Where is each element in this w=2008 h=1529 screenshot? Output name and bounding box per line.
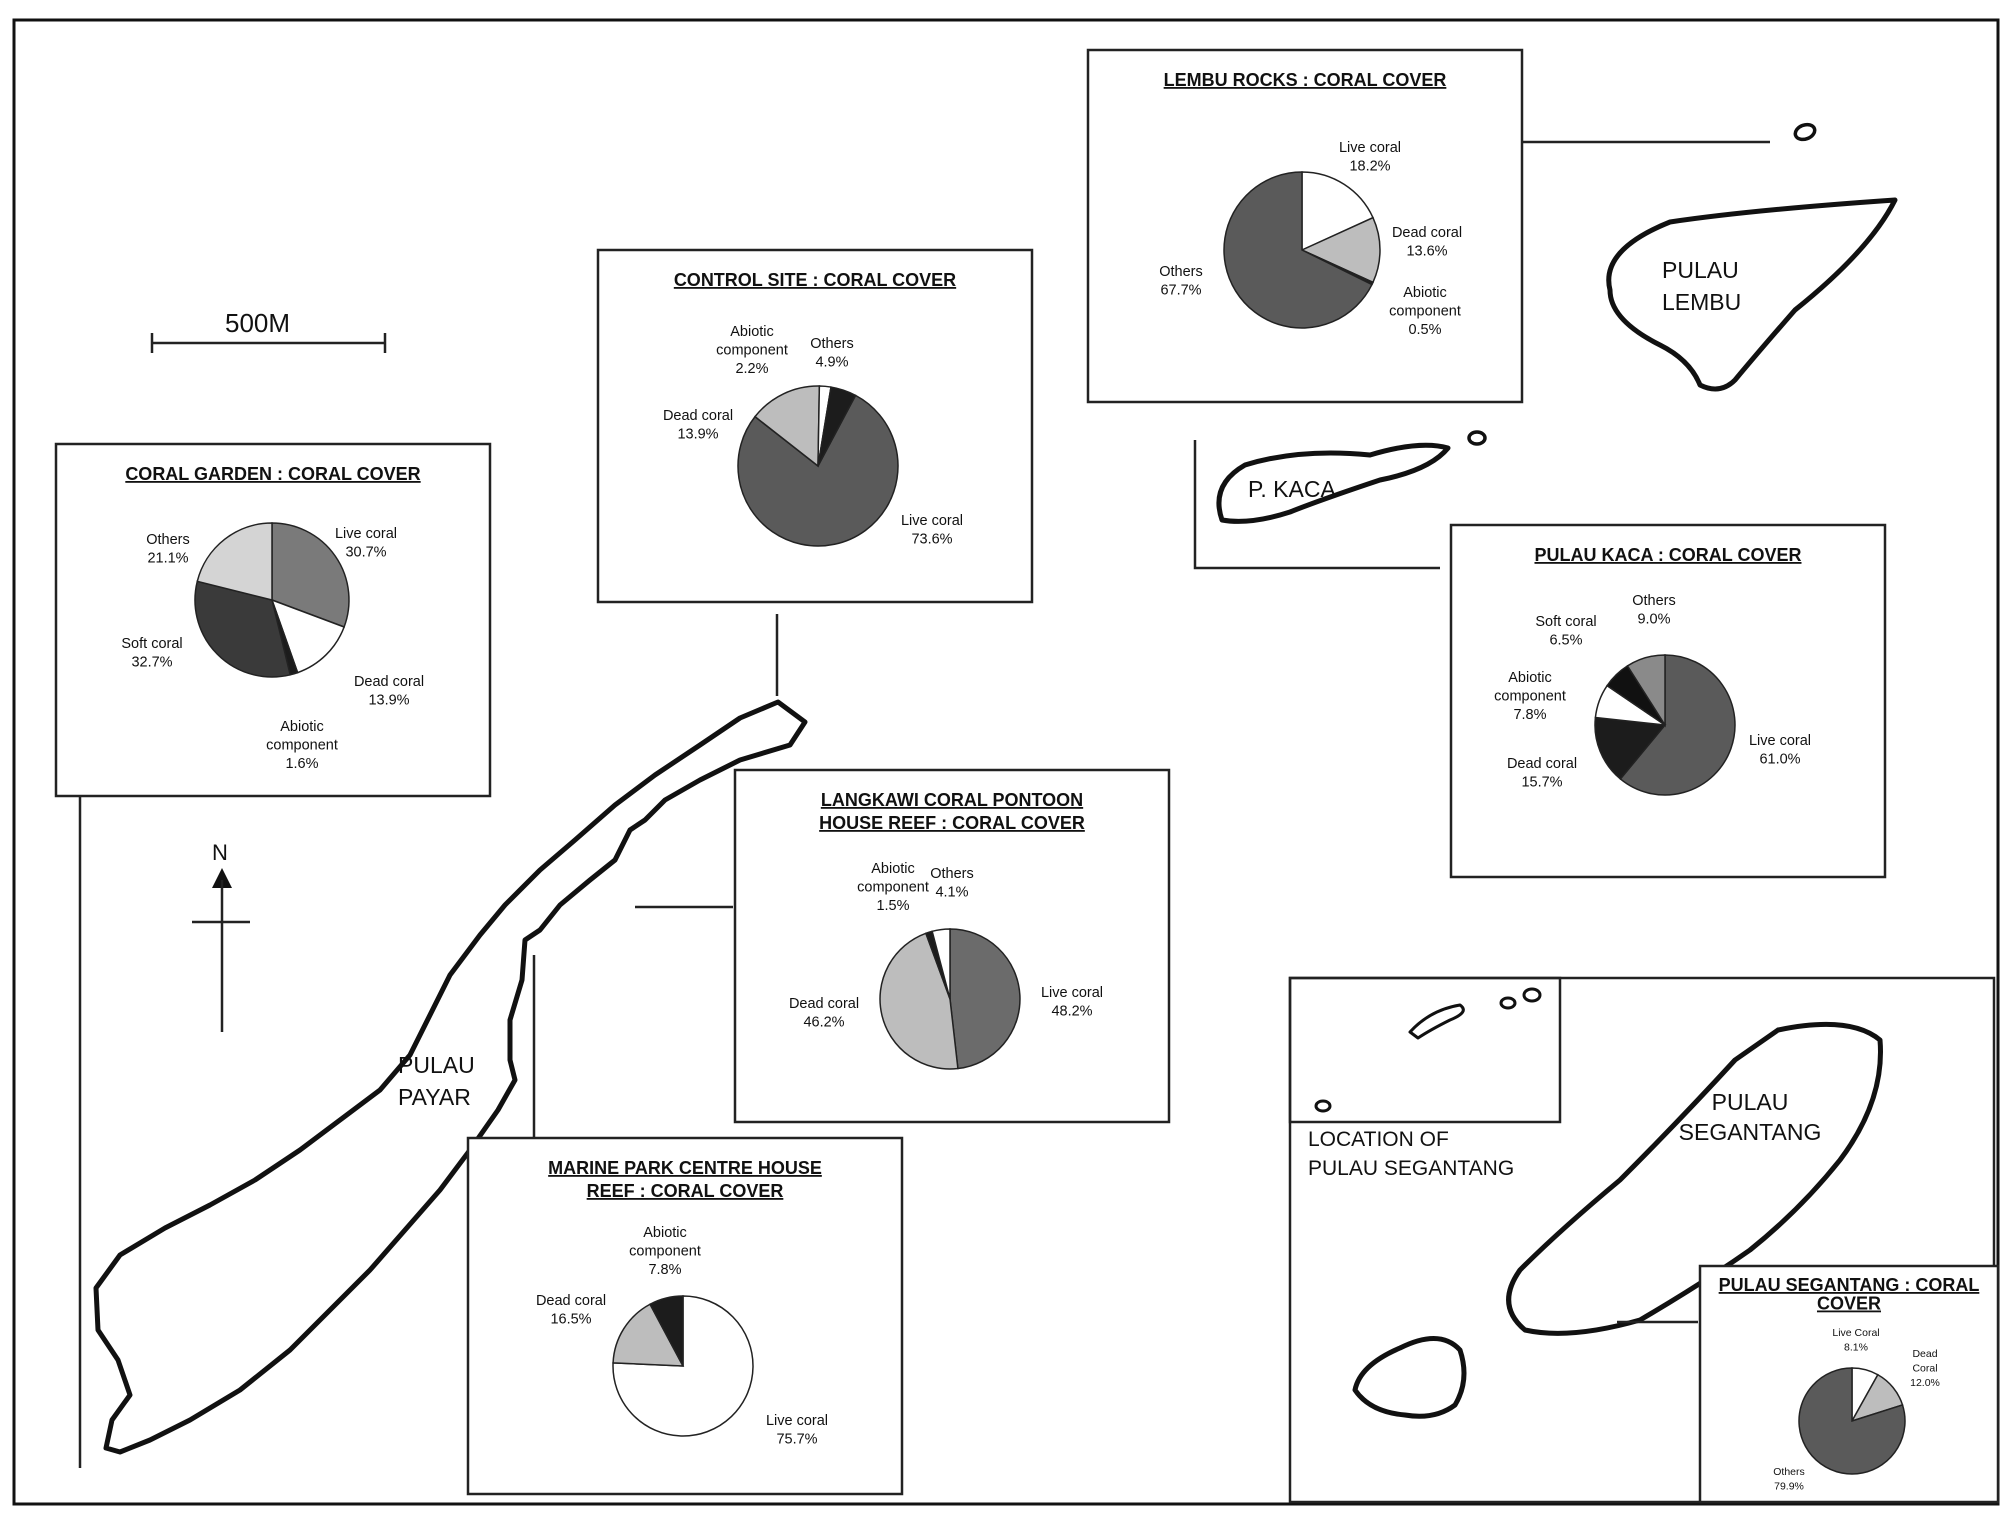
- chart-title: CORAL GARDEN : CORAL COVER: [125, 464, 421, 484]
- pie-label-line: component: [857, 879, 929, 896]
- pie-label-line: 4.1%: [935, 884, 969, 901]
- pie-label-line: 48.2%: [1051, 1003, 1093, 1020]
- pie-label-line: 13.9%: [368, 692, 410, 709]
- pie-label-line: Others: [1159, 264, 1203, 280]
- chart-panel-marine-park: [468, 1138, 902, 1494]
- inset-islet-2: [1524, 989, 1540, 1001]
- pie-label-line: 0.5%: [1408, 322, 1442, 338]
- chart-title: PULAU SEGANTANG : CORAL: [1718, 1275, 1980, 1295]
- pie-label-line: component: [629, 1243, 701, 1260]
- pie-label-line: 7.8%: [648, 1262, 682, 1278]
- pie-label-line: Dead coral: [788, 996, 860, 1012]
- chart-panel-langkawi-pontoon: [735, 770, 1169, 1122]
- pie-label-line: 15.7%: [1521, 774, 1563, 791]
- chart-title: CONTROL SITE : CORAL COVER: [673, 270, 957, 290]
- pie-label-line: 1.6%: [285, 756, 319, 772]
- pie-label-line: 18.2%: [1349, 158, 1391, 175]
- island-pulau-lembu: [1609, 200, 1895, 389]
- chart-panel-pulau-segantang: [1700, 1266, 1998, 1502]
- pie-label-line: 7.8%: [1513, 707, 1547, 723]
- pie-label-line: Others: [1773, 1466, 1805, 1478]
- islet-lembu: [1793, 122, 1817, 142]
- pie-label-line: Others: [146, 532, 190, 548]
- place-pulau-segantang: PULAU SEGANTANG: [1678, 1089, 1822, 1145]
- pie-label-line: component: [1494, 688, 1566, 705]
- chart-title: PULAU KACA : CORAL COVER: [1534, 545, 1802, 565]
- place-pulau-lembu: PULAU LEMBU: [1662, 257, 1742, 315]
- pie-label-line: Dead coral: [1391, 225, 1463, 241]
- north-arrow: [192, 840, 250, 1032]
- pie-label-line: Dead: [1912, 1348, 1938, 1360]
- pie-label-line: Live Coral: [1832, 1327, 1880, 1339]
- pie-label-line: Live coral: [765, 1413, 829, 1429]
- pie-label-line: Soft coral: [121, 636, 183, 652]
- pie-label-line: 73.6%: [911, 531, 953, 548]
- island-segantang-south: [1355, 1338, 1464, 1416]
- pie-label-line: 13.9%: [677, 426, 719, 443]
- pie-label-line: Abiotic: [643, 1225, 687, 1241]
- pie-label-line: Others: [1632, 593, 1676, 609]
- chart-title: LEMBU ROCKS : CORAL COVER: [1163, 70, 1447, 90]
- pie-label-line: 46.2%: [803, 1014, 845, 1031]
- pie-label-line: Live coral: [900, 513, 964, 529]
- pie-label-line: 79.9%: [1774, 1480, 1804, 1493]
- scale-bar: [152, 308, 385, 353]
- pie-label-line: Live coral: [1748, 733, 1812, 749]
- pie-label-line: 2.2%: [735, 361, 769, 377]
- pie-label-line: 9.0%: [1637, 611, 1671, 628]
- pie-label-line: Coral: [1912, 1362, 1938, 1375]
- islet-kaca: [1469, 432, 1485, 444]
- pie-label-line: 8.1%: [1844, 1341, 1868, 1354]
- inset-island-main: [1410, 1005, 1463, 1038]
- chart-panel-pulau-kaca: [1451, 525, 1885, 877]
- chart-panel-coral-garden: [56, 444, 490, 796]
- location-inset-map: [1290, 978, 1560, 1122]
- pie-label-line: Abiotic: [871, 861, 915, 877]
- chart-panel-control-site: [598, 250, 1032, 602]
- pie-label-line: Abiotic: [1508, 670, 1552, 686]
- chart-title: HOUSE REEF : CORAL COVER: [819, 813, 1085, 833]
- pie-label: [1910, 1348, 1940, 1389]
- pie-label-line: Live coral: [1338, 140, 1402, 156]
- pie-label-line: Dead coral: [353, 674, 425, 690]
- pie-label-line: 13.6%: [1406, 243, 1448, 260]
- inset-islet-3: [1316, 1101, 1330, 1111]
- pie-label-line: Dead coral: [662, 408, 734, 424]
- chart-title: COVER: [1816, 1293, 1882, 1314]
- chart-title: MARINE PARK CENTRE HOUSE: [548, 1158, 822, 1178]
- pie-label-line: 6.5%: [1549, 632, 1583, 649]
- pie-label-line: Live coral: [334, 526, 398, 542]
- pie-label-line: Others: [930, 866, 974, 882]
- pie-label-line: 16.5%: [550, 1311, 592, 1328]
- pie-label-line: 30.7%: [345, 544, 387, 561]
- pie-label-line: component: [266, 737, 338, 754]
- place-pulau-payar: PULAU PAYAR: [398, 1052, 475, 1110]
- pie-label-line: Live coral: [1040, 985, 1104, 1001]
- pie-label-line: Others: [810, 336, 854, 352]
- pie-label-line: Abiotic: [1403, 285, 1447, 301]
- pie-label-line: 75.7%: [776, 1431, 818, 1448]
- pie-label-line: Soft coral: [1535, 614, 1597, 630]
- pie-label-line: component: [716, 342, 788, 359]
- pie-label-line: 1.5%: [876, 898, 910, 914]
- pie-label-line: Dead coral: [1506, 756, 1578, 772]
- chart-panel-lembu-rocks: [1088, 50, 1522, 402]
- pie-label-line: component: [1389, 303, 1461, 320]
- scale-bar-label: 500M: [225, 308, 291, 338]
- pie-label-line: Dead coral: [535, 1293, 607, 1309]
- pie-label-line: 61.0%: [1759, 751, 1801, 768]
- chart-title: REEF : CORAL COVER: [586, 1181, 784, 1201]
- pie-label-line: 21.1%: [147, 550, 189, 567]
- inset-caption: LOCATION OF PULAU SEGANTANG: [1308, 1128, 1515, 1180]
- north-label: N: [212, 840, 228, 865]
- pie-label-line: 32.7%: [131, 654, 173, 671]
- place-p-kaca: P. KACA: [1248, 476, 1336, 502]
- pie-label-line: 67.7%: [1160, 282, 1202, 299]
- pie-label-line: 4.9%: [815, 354, 849, 371]
- pie-label-line: Abiotic: [730, 324, 774, 340]
- chart-title: LANGKAWI CORAL PONTOON: [820, 790, 1084, 810]
- pie-label-line: 12.0%: [1910, 1377, 1940, 1389]
- inset-islet-1: [1501, 998, 1515, 1008]
- pie-label-line: Abiotic: [280, 719, 324, 735]
